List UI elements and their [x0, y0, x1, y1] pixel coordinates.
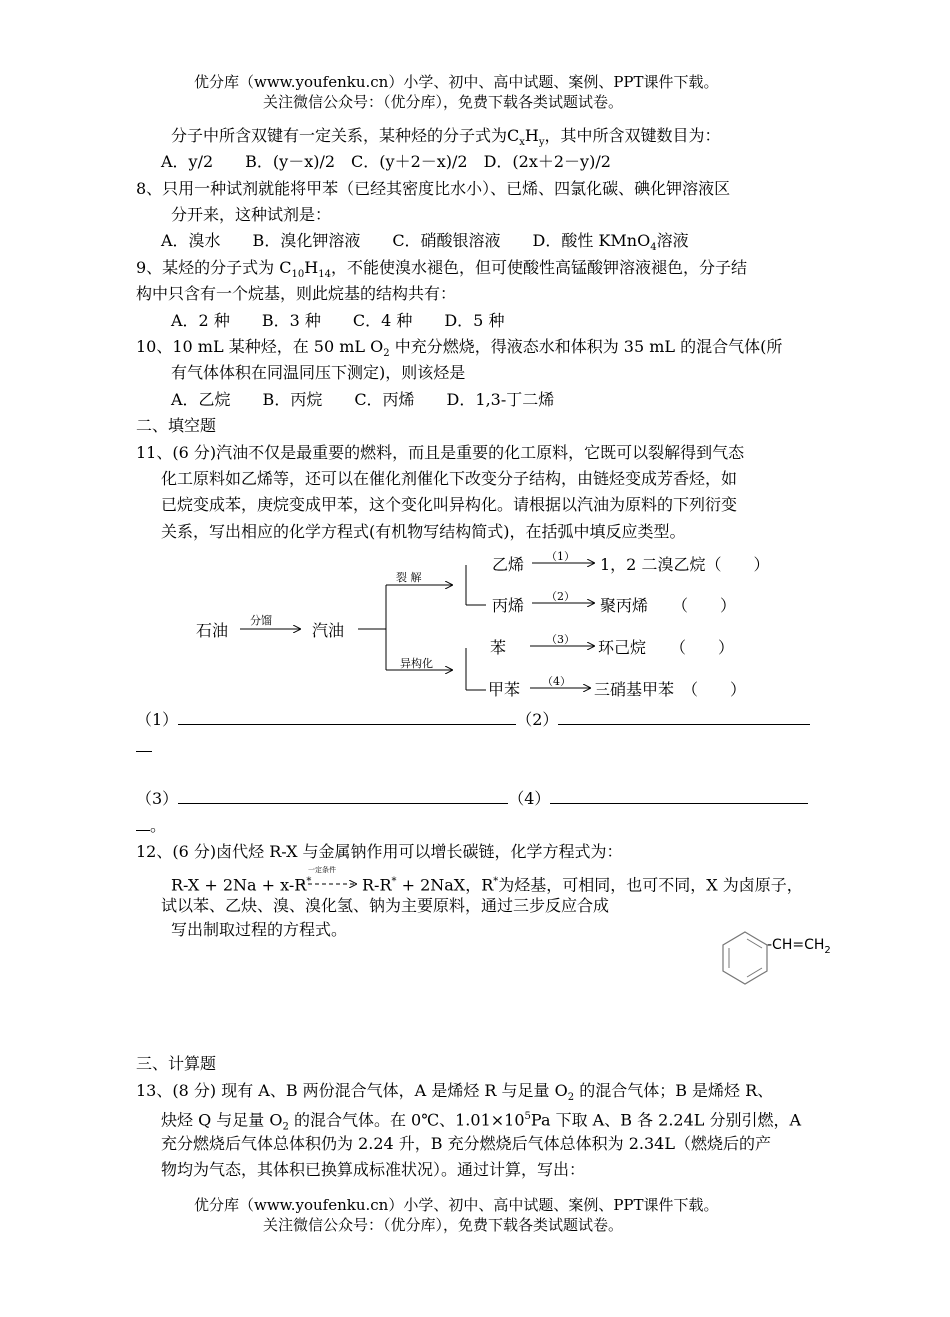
q9-options: A．2 种 B．3 种 C．4 种 D．5 种: [171, 311, 505, 330]
diagram-gasoline: 汽油: [312, 621, 345, 640]
footer-line-1: 优分库（www.youfenku.cn）小学、初中、高中试题、案例、PPT课件下载。: [194, 1196, 719, 1214]
q13-line-2: 炔烃 Q 与足量 $O_2$ 的混合气体。在 0℃、$1.01\times 10^5Pa$ 下取 A、B 各 2.24L 分别引燃，A: [161, 1110, 802, 1133]
q8-line-1: 8、只用一种试剂就能将甲苯（已经其密度比水小）、已烯、四氯化碳、碘化钾溶液区: [136, 179, 731, 198]
header-line-2: 关注微信公众号：（优分库），免费下载各类试题试卷。: [263, 93, 624, 111]
q7-stem: 分子中所含双键有一定关系，某种烃的分子式为$C_xH_y$，其中所含双键数目为：: [171, 126, 721, 149]
q12-line-3: 试以苯、乙炔、溴、溴化氢、钠为主要原料，通过三步反应合成: [161, 896, 610, 915]
q10-line-1: 10、10 mL 某种烃，在 50 mL $O_2$ 中充分燃烧，得液态水和体积为 35 mL 的混合气体(所: [136, 337, 783, 360]
diagram-step-1: （1）: [546, 550, 575, 563]
q12-line-4: 写出制取过程的方程式。: [171, 920, 348, 939]
diagram-product-1: 1，2 二溴乙烷（ ）: [600, 555, 770, 574]
diagram-step-3: （3）: [546, 633, 575, 646]
q9-line-1: 9、某烃的分子式为 $C_{10}H_{14}$，不能使溴水褪色，但可使酸性高锰酸钾溶液褪色，分子结: [136, 258, 747, 281]
q13-line-4: 物均为气态，其体积已换算成标准状况）。通过计算，写出：: [161, 1160, 586, 1179]
q11-line-2: 化工原料如乙烯等，还可以在催化剂催化下改变分子结构，由链烃变成芳香烃，如: [161, 469, 738, 488]
q11-line-4: 关系，写出相应的化学方程式(有机物写结构简式)，在括弧中填反应类型。: [161, 522, 686, 541]
diagram-step-2: （2）: [546, 590, 575, 603]
diagram-benzene: 苯: [490, 638, 507, 657]
q11-line-1: 11、(6 分)汽油不仅是最重要的燃料，而且是重要的化工原料，它既可以裂解得到气态: [136, 443, 745, 462]
section-title-calculation: 三、计算题: [136, 1054, 217, 1073]
q8-options: A．溴水 B．溴化钾溶液 C．硝酸银溶液 D．酸性 KMnO$_4$溶液: [161, 231, 689, 254]
diagram-product-4: 三硝基甲苯 （ ）: [594, 680, 747, 699]
q13-line-3: 充分燃烧后气体总体积仍为 2.24 升，B 充分燃烧后气体总体积为 2.34L（燃烧后的产: [161, 1134, 771, 1153]
answer-line-2-tail: 。: [136, 816, 166, 836]
q11-line-3: 已烷变成苯，庚烷变成甲苯，这个变化叫异构化。请根据以汽油为原料的下列衍变: [161, 495, 738, 514]
q12-equation-left: R-X + 2Na + x-R*: [171, 875, 312, 895]
benzene-ring-icon: [723, 932, 767, 984]
diagram-product-3: 环己烷 （ ）: [598, 638, 735, 657]
q13-line-1: 13、(8 分) 现有 A、B 两份混合气体，A 是烯烃 R 与足量 $O_2$ 的混合气体；B 是烯烃 R、: [136, 1081, 774, 1104]
diagram-cracking: 裂 解: [396, 571, 422, 584]
header-line-1: 优分库（www.youfenku.cn）小学、初中、高中试题、案例、PPT课件下载。: [194, 73, 719, 91]
footer-line-2: 关注微信公众号：（优分库），免费下载各类试题试卷。: [263, 1216, 624, 1234]
answer-line-1[interactable]: （1） （2）: [136, 710, 810, 730]
answer-line-2[interactable]: （3） （4）: [136, 789, 808, 809]
q7-options: A．y/2 B．(y－x)/2 C．(y＋2－x)/2 D．(2x＋2－y)/2: [161, 152, 611, 171]
diagram-fractionation: 分馏: [250, 614, 272, 627]
diagram-propylene: 丙烯: [492, 596, 525, 615]
diagram-ethylene: 乙烯: [492, 555, 525, 574]
q12-line-1: 12、(6 分)卤代烃 R-X 与金属钠作用可以增长碳链，化学方程式为：: [136, 842, 623, 861]
diagram-isomerization: 异构化: [400, 657, 433, 670]
diagram-product-2: 聚丙烯 （ ）: [600, 596, 737, 615]
diagram-toluene: 甲苯: [488, 680, 521, 699]
diagram-petroleum: 石油: [196, 621, 229, 640]
q12-condition: 一定条件: [308, 866, 336, 874]
q10-options: A．乙烷 B．丙烷 C．丙烯 D．1,3-丁二烯: [171, 390, 555, 409]
q9-line-2: 构中只含有一个烷基，则此烷基的结构共有：: [136, 284, 457, 303]
q8-line-2: 分开来，这种试剂是：: [171, 205, 332, 224]
q12-equation-right: R-R* + 2NaX，R*为烃基，可相同，也可不同，X 为卤原子，: [362, 875, 803, 895]
answer-line-1-tail: [136, 737, 152, 757]
diagram-step-4: （4）: [542, 675, 571, 688]
styrene-vinyl-group: $-CH=CH_2$: [767, 937, 831, 956]
section-title-fill-in: 二、填空题: [136, 416, 217, 435]
q10-line-2: 有气体体积在同温同压下测定)，则该烃是: [171, 363, 466, 382]
